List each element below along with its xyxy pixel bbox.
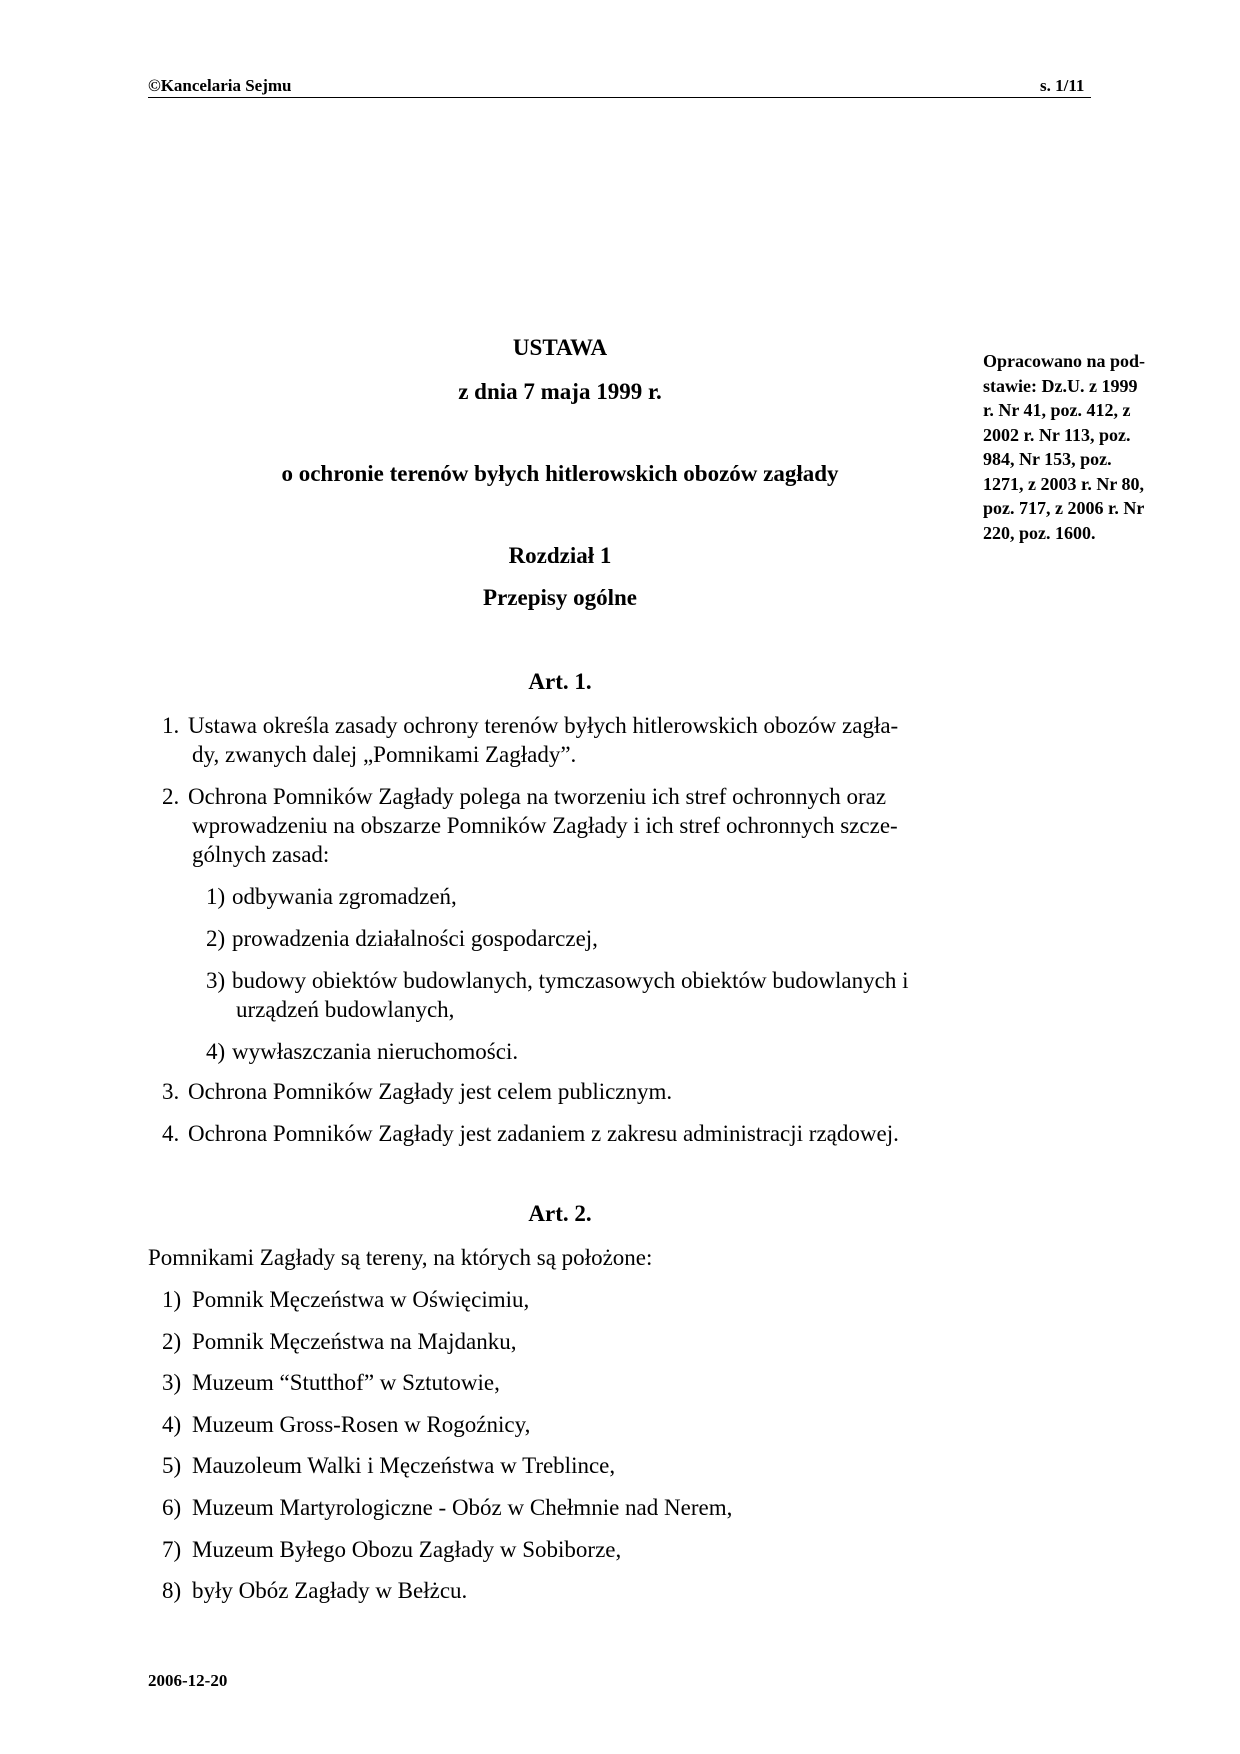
list-item-text: odbywania zgromadzeń, bbox=[232, 884, 457, 909]
list-item-number: 2) bbox=[206, 926, 226, 951]
paragraph-text: Ochrona Pomników Zagłady polega na tworzeniu ich stref ochronnych oraz bbox=[188, 784, 887, 809]
paragraph-number: 4. bbox=[162, 1121, 180, 1146]
page-number: s. 1/11 bbox=[1040, 76, 1085, 95]
list-item-text: prowadzenia działalności gospodarczej, bbox=[232, 926, 598, 951]
list-item-text: Muzeum Gross-Rosen w Rogoźnicy, bbox=[192, 1412, 531, 1437]
paragraph-number: 2. bbox=[162, 784, 180, 809]
list-item-number: 1) bbox=[162, 1287, 182, 1312]
paragraph-text: Ustawa określa zasady ochrony terenów byłych hitlerowskich obozów zagła- bbox=[188, 713, 899, 738]
article-2-heading: Art. 2. bbox=[528, 1201, 592, 1226]
source-note-line: 220, poz. 1600. bbox=[983, 522, 1096, 543]
source-note-line: Opracowano na pod- bbox=[983, 351, 1146, 371]
list-item-number: 8) bbox=[162, 1578, 182, 1603]
paragraph-text: gólnych zasad: bbox=[192, 842, 330, 867]
act-type: USTAWA bbox=[512, 335, 608, 360]
list-item-number: 6) bbox=[162, 1495, 182, 1520]
source-note-line: r. Nr 41, poz. 412, z bbox=[983, 400, 1131, 420]
list-item-number: 2) bbox=[162, 1329, 182, 1354]
list-item-text: urządzeń budowlanych, bbox=[236, 997, 455, 1022]
list-item-text: wywłaszczania nieruchomości. bbox=[232, 1039, 519, 1064]
list-item-number: 3) bbox=[206, 968, 226, 993]
source-note-line: stawie: Dz.U. z 1999 bbox=[983, 375, 1138, 396]
chapter-name: Przepisy ogólne bbox=[483, 585, 637, 610]
header-left: ©Kancelaria Sejmu bbox=[148, 76, 292, 95]
act-date: z dnia 7 maja 1999 r. bbox=[458, 379, 662, 404]
paragraph-text: Ochrona Pomników Zagłady jest zadaniem z zakresu administracji rządowej. bbox=[188, 1121, 899, 1146]
source-note-line: 2002 r. Nr 113, poz. bbox=[983, 424, 1131, 445]
list-item-number: 4) bbox=[162, 1412, 182, 1437]
list-item-number: 5) bbox=[162, 1453, 182, 1478]
list-item-number: 3) bbox=[162, 1370, 182, 1395]
chapter-label: Rozdział 1 bbox=[508, 543, 612, 568]
source-note-line: 1271, z 2003 r. Nr 80, bbox=[983, 473, 1144, 494]
list-item-number: 4) bbox=[206, 1039, 226, 1064]
article-1-heading: Art. 1. bbox=[528, 669, 592, 694]
header-rule bbox=[148, 97, 1091, 98]
paragraph-number: 3. bbox=[162, 1079, 180, 1104]
list-item-text: Muzeum Martyrologiczne - Obóz w Chełmnie nad Nerem, bbox=[192, 1495, 733, 1520]
article-2-intro: Pomnikami Zagłady są tereny, na których są położone: bbox=[148, 1245, 653, 1270]
act-subject: o ochronie terenów byłych hitlerowskich obozów zagłady bbox=[281, 461, 839, 486]
source-note bbox=[983, 349, 1183, 545]
footer-date: 2006-12-20 bbox=[148, 1671, 228, 1690]
list-item-text: Muzeum “Stutthof” w Sztutowie, bbox=[192, 1370, 500, 1395]
source-note-line: poz. 717, z 2006 r. Nr bbox=[983, 498, 1145, 518]
list-item-number: 7) bbox=[162, 1537, 182, 1562]
list-item-text: budowy obiektów budowlanych, tymczasowych obiektów budowlanych i bbox=[232, 968, 909, 993]
list-item-number: 1) bbox=[206, 884, 226, 909]
list-item-text: Muzeum Byłego Obozu Zagłady w Sobiborze, bbox=[192, 1537, 622, 1562]
list-item-text: były Obóz Zagłady w Bełżcu. bbox=[192, 1578, 468, 1603]
paragraph-number: 1. bbox=[162, 713, 180, 738]
list-item-text: Mauzoleum Walki i Męczeństwa w Treblince, bbox=[192, 1453, 616, 1478]
list-item-text: Pomnik Męczeństwa w Oświęcimiu, bbox=[192, 1287, 530, 1312]
paragraph-text: dy, zwanych dalej „Pomnikami Zagłady”. bbox=[192, 742, 577, 767]
paragraph-text: Ochrona Pomników Zagłady jest celem publicznym. bbox=[188, 1079, 673, 1104]
paragraph-text: wprowadzeniu na obszarze Pomników Zagłady i ich stref ochronnych szcze- bbox=[192, 813, 898, 838]
source-note-line: 984, Nr 153, poz. bbox=[983, 449, 1112, 469]
list-item-text: Pomnik Męczeństwa na Majdanku, bbox=[192, 1329, 517, 1354]
